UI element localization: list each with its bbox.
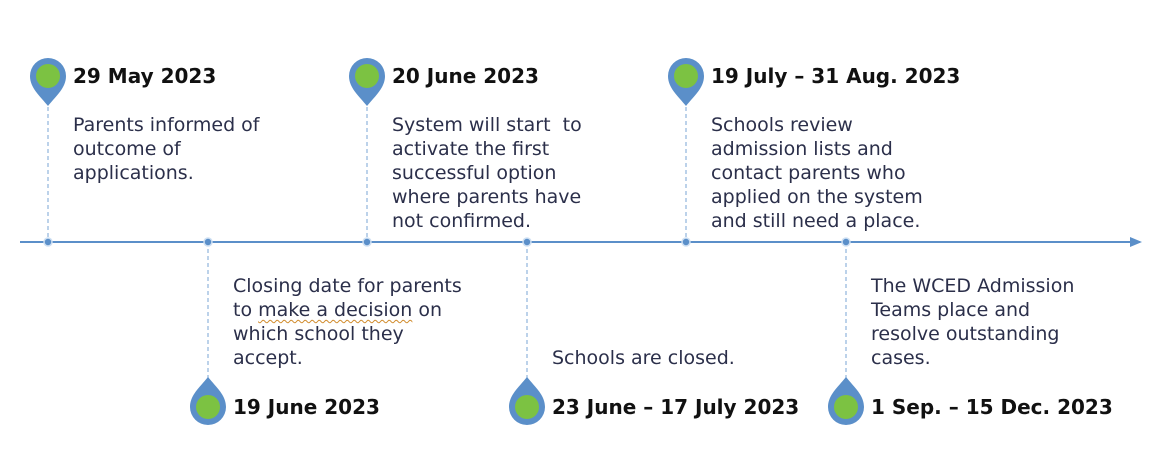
map-pin-icon [668, 58, 704, 106]
event-description-line: Parents informed of [73, 114, 260, 136]
event-description [871, 274, 1074, 370]
event-date: 23 June – 17 July 2023 [552, 395, 800, 419]
event-description-line: and still need a place. [711, 210, 921, 232]
event-description-line: Schools are closed. [552, 347, 735, 369]
event-description-line [233, 298, 462, 322]
event-date: 29 May 2023 [73, 64, 217, 88]
map-pin-icon [828, 377, 864, 425]
axis-dot-1 [44, 238, 52, 246]
event-description-line: outcome of [73, 138, 181, 160]
event-description [233, 274, 462, 370]
event-description-line: The WCED Admission [871, 275, 1075, 297]
map-pin-icon [30, 58, 66, 106]
event-description-line: admission lists and [711, 138, 893, 160]
map-pin-icon [190, 377, 226, 425]
spellcheck-underlined-text: make a decision [258, 299, 413, 321]
text-fragment: to [233, 299, 259, 321]
event-description-line: applied on the system [711, 186, 923, 208]
map-pin-icon [349, 58, 385, 106]
axis-dot-4 [523, 238, 531, 246]
event-description-line: resolve outstanding [871, 323, 1060, 345]
text-fragment: on [412, 299, 443, 321]
axis-dot-2 [204, 238, 212, 246]
axis-dot-5 [682, 238, 690, 246]
event-description-line: applications. [73, 162, 194, 184]
event-description-line: cases. [871, 347, 931, 369]
event-description-line: successful option [392, 162, 557, 184]
event-date: 19 June 2023 [233, 395, 380, 419]
event-date: 1 Sep. – 15 Dec. 2023 [871, 395, 1113, 419]
event-description-line: not confirmed. [392, 210, 532, 232]
event-description-line: where parents have [392, 186, 582, 208]
event-description-line: accept. [233, 347, 303, 369]
event-description-line: Teams place and [871, 299, 1031, 321]
event-description-line: Closing date for parents [233, 275, 462, 297]
event-description [392, 113, 582, 233]
event-date: 19 July – 31 Aug. 2023 [711, 64, 961, 88]
event-description-line: activate the first [392, 138, 550, 160]
event-description-line: Schools review [711, 114, 853, 136]
event-description [552, 346, 735, 370]
event-description-line: System will start to [392, 114, 582, 136]
event-description [73, 113, 259, 185]
event-date: 20 June 2023 [392, 64, 539, 88]
axis-dot-3 [363, 238, 371, 246]
event-description-line: contact parents who [711, 162, 906, 184]
event-description-line: which school they [233, 323, 404, 345]
map-pin-icon [509, 377, 545, 425]
event-description [711, 113, 923, 233]
axis-dot-6 [842, 238, 850, 246]
